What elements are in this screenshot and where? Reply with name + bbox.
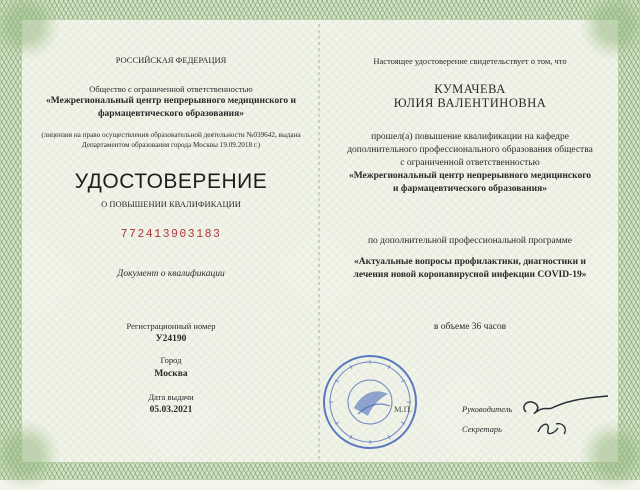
org-name-line1: «Межрегиональный центр непрерывного медицинского и xyxy=(46,96,296,106)
org-name-right-line1: «Межрегиональный центр непрерывного медицинского xyxy=(348,171,592,181)
handwritten-signatures xyxy=(518,388,612,440)
ornamental-border-top xyxy=(0,0,640,20)
ornamental-border-left xyxy=(0,0,22,480)
program-label: по дополнительной профессиональной программе xyxy=(367,236,573,246)
org-name-right-line2: и фармацевтического образования» xyxy=(393,184,547,194)
recipient-surname: КУМАЧЕВА xyxy=(434,82,506,96)
city-label: Город xyxy=(160,355,182,365)
program-title-line1: «Актуальные вопросы профилактики, диагностики и xyxy=(354,257,586,267)
ornamental-border-right xyxy=(618,0,640,480)
program-hours: в объеме 36 часов xyxy=(433,322,507,332)
program-title-line2: лечения новой коронавирусной инфекции COVID-19» xyxy=(353,270,587,280)
training-line3: с ограниченной ответственностью xyxy=(400,158,540,168)
license-line2: Департаментом образования города Москвы 19.09.2018 г.) xyxy=(81,141,261,149)
corner-ornament-top-left xyxy=(0,0,60,60)
document-type: Документ о квалификации xyxy=(117,269,225,279)
recipient-given-names: ЮЛИЯ ВАЛЕНТИНОВНА xyxy=(393,96,547,110)
issue-date-value: 05.03.2021 xyxy=(149,405,193,415)
country-label: РОССИЙСКАЯ ФЕДЕРАЦИЯ xyxy=(115,55,227,65)
document-subtitle: О ПОВЫШЕНИИ КВАЛИФИКАЦИИ xyxy=(101,199,241,209)
registration-label: Регистрационный номер xyxy=(126,321,216,331)
secretary-signature-label: Секретарь xyxy=(462,424,502,434)
issue-date-label: Дата выдачи xyxy=(148,392,194,402)
serial-number: 772413903183 xyxy=(120,228,222,241)
org-type: Общество с ограниченной ответственностью xyxy=(89,84,253,94)
license-line1: (лицензия на право осуществления образовательной деятельности №039642, выдана xyxy=(41,131,301,139)
city-value: Москва xyxy=(154,369,188,379)
head-signature-label: Руководитель xyxy=(462,404,513,414)
document-title: УДОСТОВЕРЕНИЕ xyxy=(74,170,268,193)
training-line2: дополнительного профессионального образования общества xyxy=(347,145,593,155)
corner-ornament-top-right xyxy=(580,0,640,60)
training-line1: прошел(а) повышение квалификации на кафедре xyxy=(371,132,569,142)
registration-number: У24190 xyxy=(155,334,187,344)
intro-text: Настоящее удостоверение свидетельствует о том, что xyxy=(373,56,567,66)
stamp-place-mark: М.П. xyxy=(394,404,412,414)
org-name-line2: фармацевтического образования» xyxy=(97,109,245,119)
official-stamp xyxy=(320,352,420,452)
ornamental-border-bottom xyxy=(0,462,640,480)
